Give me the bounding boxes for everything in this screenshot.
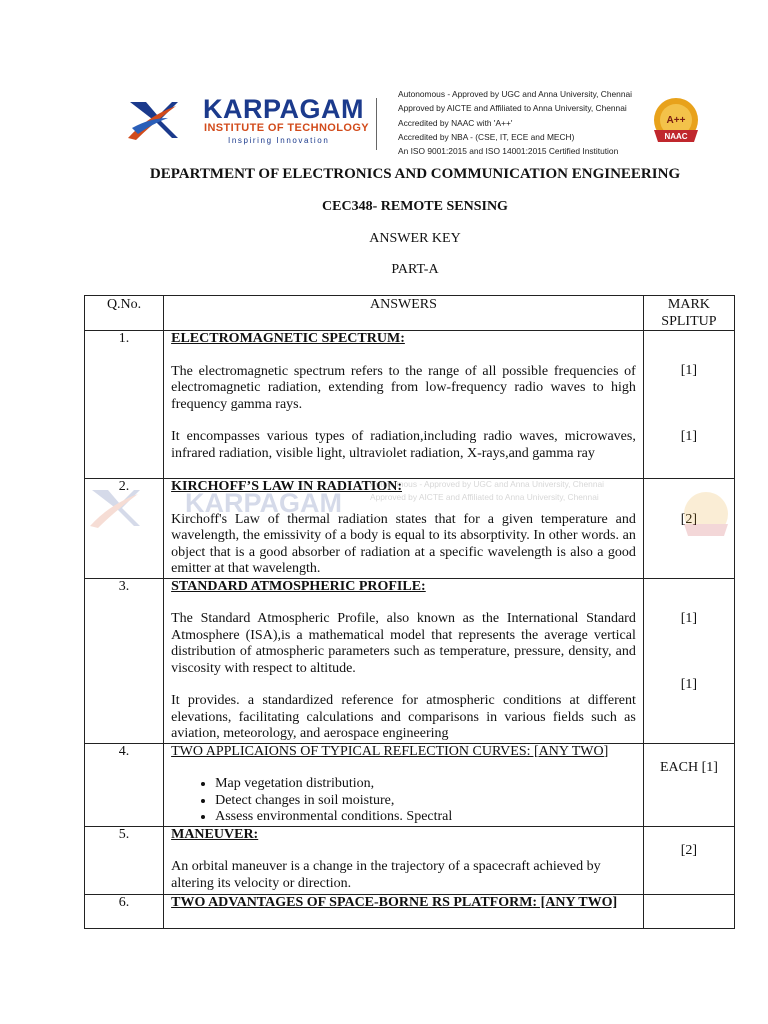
mark-cell <box>643 578 734 743</box>
logo-tagline: Inspiring Innovation <box>228 136 330 145</box>
question-number: 3. <box>85 578 164 743</box>
answer-paragraph: It encompasses various types of radiation,including radio waves, microwaves, infrared radiation, visible light, ultraviolet radiation, X-rays,and gamma ray <box>171 429 636 461</box>
table-row <box>85 578 735 743</box>
list-item: • Map vegetation distribution, <box>215 776 636 793</box>
accreditation-line: Approved by AICTE and Affiliated to Anna University, Chennai <box>398 103 627 114</box>
mark-cell <box>643 826 734 894</box>
answer-heading: TWO ADVANTAGES OF SPACE-BORNE RS PLATFORM: [ANY TWO] <box>171 894 618 910</box>
question-number: 5. <box>85 826 164 894</box>
answer-key-table <box>84 295 735 929</box>
answer-cell <box>164 826 644 894</box>
question-number: 4. <box>85 743 164 826</box>
list-item: • Assess environmental conditions. Spectral <box>215 809 636 826</box>
watermark-name: KARPAGAM <box>185 488 342 518</box>
watermark-line: Approved by AICTE and Affiliated to Anna University, Chennai <box>370 492 599 502</box>
answer-paragraph: The electromagnetic spectrum refers to the range of all possible frequencies of electromagnetic radiation, extending from low-frequency radio waves to high frequency gamma rays. <box>171 363 636 412</box>
naac-badge-icon <box>650 96 702 148</box>
answer-paragraph: The Standard Atmospheric Profile, also known as the International Standard Atmosphere (ISA),is a mathematical model that represents the average vertical distribution of atmospheric parameters such as temperature, pressure, density, and viscosity with respect to altitude. <box>171 611 636 676</box>
mark-cell <box>643 479 734 579</box>
table-row <box>85 894 735 928</box>
answer-paragraph: It provides. a standardized reference for atmospheric conditions at different elevations, facilitating calculations and comparisons in various fields such as aviation, meteorology, and aerospace engineering <box>171 693 636 741</box>
mark-cell <box>643 743 734 826</box>
answer-heading: MANEUVER: <box>171 826 259 842</box>
question-number: 1. <box>85 331 164 479</box>
mark-value: [1] <box>680 429 698 444</box>
mark-header-line2: SPLITUP <box>661 313 717 329</box>
table-row <box>85 826 735 894</box>
answer-bullet-list <box>171 776 636 826</box>
course-title: CEC348- REMOTE SENSING <box>322 199 508 214</box>
answer-cell <box>164 894 644 928</box>
answer-heading: STANDARD ATMOSPHERIC PROFILE: <box>171 578 426 594</box>
mark-value: [1] <box>680 676 698 692</box>
department-title: DEPARTMENT OF ELECTRONICS AND COMMUNICATION ENGINEERING <box>149 166 681 182</box>
answer-paragraph: Kirchoff's Law of thermal radiation states that for a given temperature and wavelength, the emissivity of a body is equal to its absorptivity. In other words. an object that is a good absorber of radiation at a specific wavelength is also a good emitter at that wavelength. <box>171 511 636 576</box>
question-number: 2. <box>85 479 164 579</box>
accreditation-line: Autonomous - Approved by UGC and Anna University, Chennai <box>398 89 633 99</box>
mark-value: [1] <box>680 610 698 626</box>
list-item: • Detect changes in soil moisture, <box>215 793 636 810</box>
table-row <box>85 331 735 479</box>
badge-grade: A++ <box>666 115 686 126</box>
column-header-answers: ANSWERS <box>164 296 644 331</box>
watermark-line: Autonomous - Approved by UGC and Anna University, Chennai <box>370 479 605 489</box>
table-row <box>85 479 735 579</box>
karpagam-logo-icon <box>128 98 180 142</box>
logo-name: KARPAGAM <box>203 94 364 124</box>
accreditation-line: An ISO 9001:2015 and ISO 14001:2015 Certified Institution <box>398 146 619 157</box>
badge-label: NAAC <box>664 132 688 141</box>
accreditation-line: Accredited by NAAC with 'A++' <box>398 117 513 128</box>
mark-value: [1] <box>680 363 698 378</box>
answer-cell <box>164 479 644 579</box>
mark-value: EACH [1] <box>659 759 718 775</box>
accreditation-list <box>398 87 632 158</box>
answer-paragraph: An orbital maneuver is a change in the trajectory of a spacecraft achieved by altering its velocity or direction. <box>171 859 601 891</box>
answer-heading: KIRCHOFF’S LAW IN RADIATION: <box>171 479 402 494</box>
table-row <box>85 743 735 826</box>
accreditation-line: Accredited by NBA - (CSE, IT, ECE and MECH) <box>398 131 575 142</box>
answer-heading: TWO APPLICAIONS OF TYPICAL REFLECTION CURVES: [ANY TWO] <box>171 743 609 759</box>
mark-cell <box>643 894 734 928</box>
mark-header-line1: MARK <box>667 297 710 312</box>
column-header-qno: Q.No. <box>85 296 164 331</box>
answer-heading: ELECTROMAGNETIC SPECTRUM: <box>171 331 405 346</box>
mark-value: [2] <box>680 842 698 858</box>
column-header-mark <box>643 296 734 331</box>
mark-value: [2] <box>680 512 698 527</box>
header-divider <box>376 98 377 150</box>
mark-cell <box>643 331 734 479</box>
answer-cell <box>164 743 644 826</box>
answer-cell <box>164 331 644 479</box>
logo-institute: INSTITUTE OF TECHNOLOGY <box>204 122 370 134</box>
part-label: PART-A <box>391 262 439 277</box>
answer-cell <box>164 578 644 743</box>
table-header-row <box>85 296 735 331</box>
document-type: ANSWER KEY <box>369 231 461 246</box>
page-header <box>0 0 768 160</box>
question-number: 6. <box>85 894 164 928</box>
